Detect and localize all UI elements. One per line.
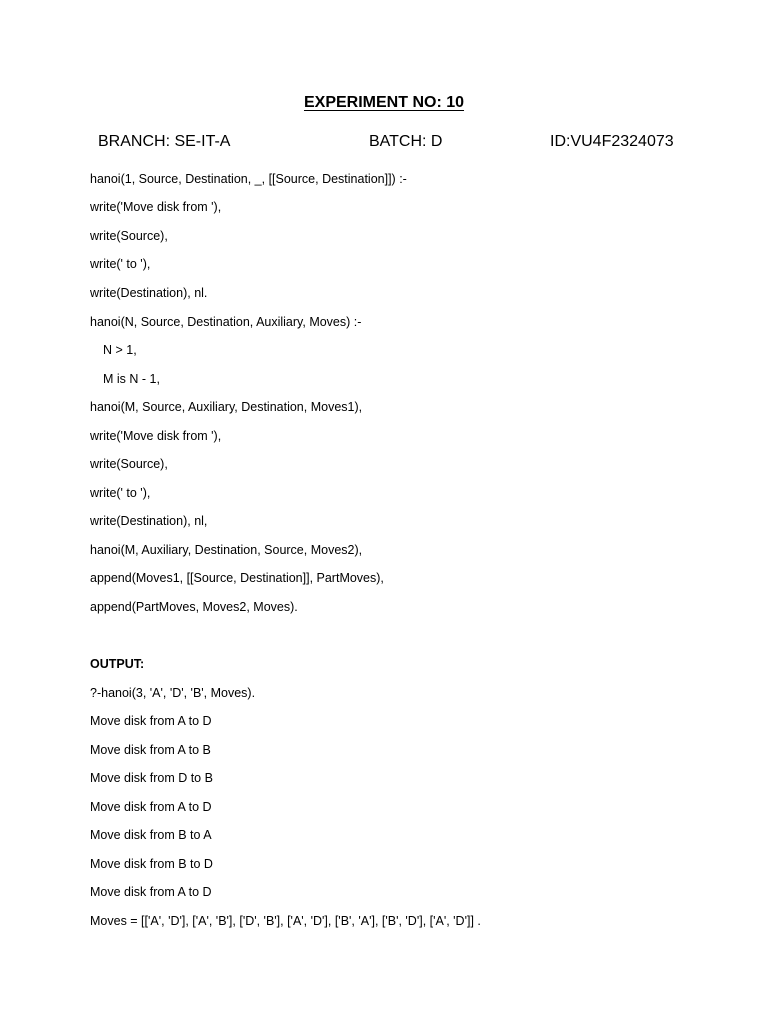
code-line: append(Moves1, [[Source, Destination]], PartMoves), [90,571,384,585]
code-line: hanoi(1, Source, Destination, _, [[Source, Destination]]) :- [90,172,407,186]
output-move: Move disk from A to D [90,714,212,728]
code-line: write(' to '), [90,257,151,271]
student-id-label: ID:VU4F2324073 [550,133,674,150]
output-result: Moves = [['A', 'D'], ['A', 'B'], ['D', 'B'], ['A', 'D'], ['B', 'A'], ['B', 'D'], ['A', 'D']] . [90,914,481,928]
experiment-title [0,94,768,112]
code-line: hanoi(M, Source, Auxiliary, Destination, Moves1), [90,400,363,414]
code-line: write(' to '), [90,486,151,500]
code-line: write(Destination), nl, [90,514,208,528]
code-line: write('Move disk from '), [90,200,222,214]
output-label: OUTPUT: [90,657,145,671]
experiment-title-text: EXPERIMENT NO: 10 [303,94,465,111]
output-move: Move disk from B to D [90,857,213,871]
batch-label: BATCH: D [369,133,443,150]
code-line: N > 1, [103,343,137,357]
output-move: Move disk from B to A [90,828,212,842]
code-line: write('Move disk from '), [90,429,222,443]
code-line: write(Source), [90,457,168,471]
output-query: ?-hanoi(3, 'A', 'D', 'B', Moves). [90,686,256,700]
output-move: Move disk from A to D [90,800,212,814]
output-move: Move disk from D to B [90,771,213,785]
code-line: M is N - 1, [103,372,160,386]
code-line: write(Destination), nl. [90,286,208,300]
branch-label: BRANCH: SE-IT-A [98,133,231,150]
code-line: hanoi(N, Source, Destination, Auxiliary, Moves) :- [90,315,362,329]
output-move: Move disk from A to B [90,743,211,757]
code-line: write(Source), [90,229,168,243]
code-line: append(PartMoves, Moves2, Moves). [90,600,298,614]
output-move: Move disk from A to D [90,885,212,899]
code-line: hanoi(M, Auxiliary, Destination, Source, Moves2), [90,543,363,557]
